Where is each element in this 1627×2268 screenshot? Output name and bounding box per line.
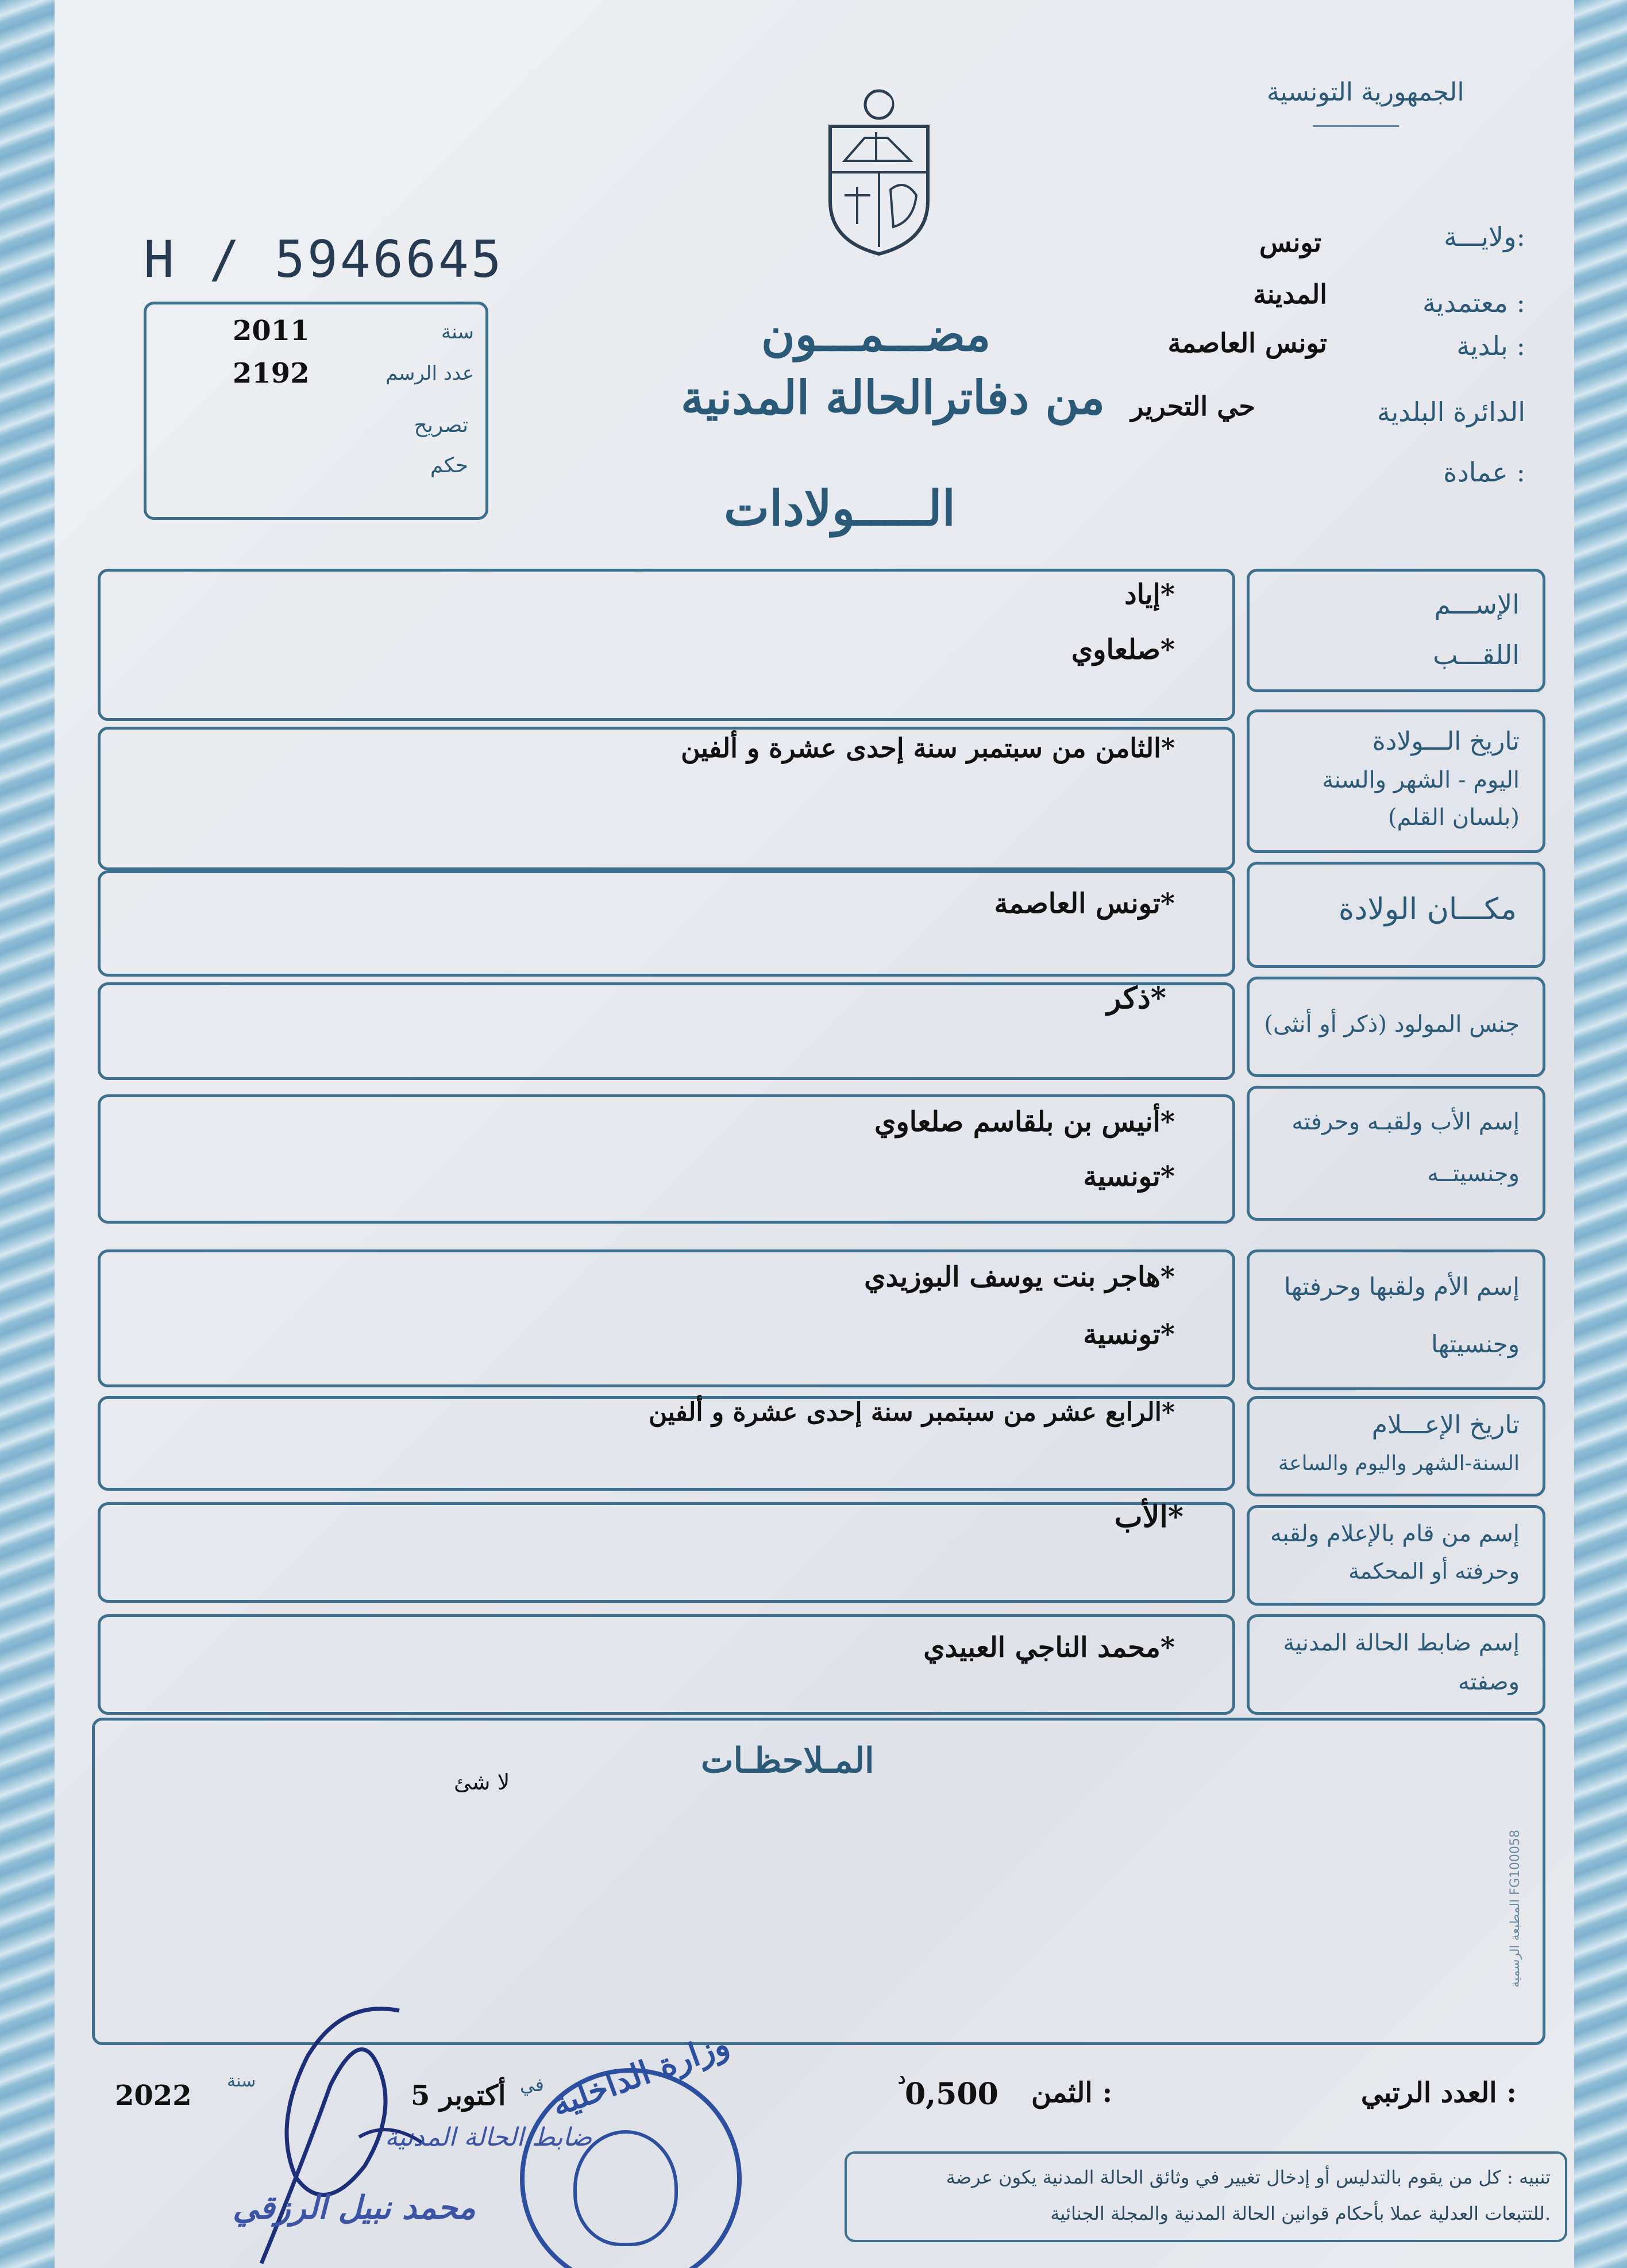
mother-label-box — [1247, 1249, 1545, 1390]
declarant-sublabel: وحرفته أو المحكمة — [1348, 1559, 1520, 1584]
father-nationality-value: تونسية* — [1083, 1160, 1175, 1193]
declarant-label: إسم من قام بالإعلام ولقبه — [1270, 1521, 1520, 1547]
declaration-date-sublabel: السنة-الشهر واليوم والساعة — [1278, 1452, 1520, 1475]
mootamadia-value: المدينة — [1253, 279, 1327, 310]
name-value-box — [98, 569, 1235, 721]
officer-sublabel: وصفته — [1458, 1669, 1520, 1695]
stamp-text: وزارة الداخلية — [546, 2024, 734, 2124]
name-label-box — [1247, 569, 1545, 692]
sex-value: ذكر* — [1106, 981, 1166, 1016]
officer-value: محمد الناجي العبيدي* — [923, 1631, 1175, 1664]
surname-label: اللقـــب — [1433, 639, 1520, 670]
omada-label: عمادة : — [1443, 457, 1525, 488]
registry-box — [144, 302, 488, 520]
birth-certificate-document — [55, 0, 1574, 2268]
date-prefix: في — [520, 2074, 544, 2096]
warning-line-2: للتتبعات العدلية عملا بأحكام قوانين الحالة المدنية والمجلة الجنائية. — [1050, 2203, 1551, 2224]
signature-title: ضابط الحالة المدنية — [385, 2123, 592, 2152]
price-value: 0,500 — [905, 2077, 998, 2112]
mother-value-box — [98, 1249, 1235, 1387]
officer-label: إسم ضابط الحالة المدنية — [1283, 1630, 1520, 1656]
declaration-date-label-box — [1247, 1396, 1545, 1496]
warning-line-1: تنبيه : كل من يقوم بالتدليس أو إدخال تغيير في وثائق الحالة المدنية يكون عرضة — [946, 2166, 1551, 2188]
year-label: سنة — [441, 321, 474, 344]
remarks-value: لا شئ — [454, 1769, 510, 1795]
baladia-label: بلدية : — [1456, 330, 1525, 361]
baladia-value: تونس العاصمة — [1167, 327, 1327, 358]
serial-number: H / 5946645 — [144, 230, 504, 289]
first-name-label: الإســـم — [1434, 589, 1520, 620]
price-unit: د — [898, 2068, 906, 2088]
birth-place-label: مكـــان الولادة — [1338, 892, 1517, 927]
father-name-value: أنيس بن بلقاسم صلعاوي* — [874, 1106, 1175, 1138]
father-label-box — [1247, 1086, 1545, 1221]
title-line-1: مضـــمـــون — [761, 307, 991, 361]
declarant-value: الأب* — [1114, 1499, 1183, 1534]
issue-date-value: 5 أكتوبر — [411, 2080, 506, 2112]
birth-date-in-words-label: (بلسان القلم) — [1388, 804, 1520, 831]
father-label: إسم الأب ولقبـه وحرفته — [1291, 1109, 1520, 1135]
birth-date-value: الثامن من سبتمبر سنة إحدى عشرة و ألفين* — [681, 732, 1175, 763]
issue-year-label: سنة — [227, 2071, 256, 2091]
mootamadia-label: معتمدية : — [1422, 287, 1525, 318]
title-line-3: الـــــولادات — [724, 480, 956, 537]
wilaya-value: تونس — [1259, 227, 1321, 258]
daira-label: الدائرة البلدية — [1377, 396, 1525, 427]
warning-box — [845, 2151, 1567, 2242]
coat-of-arms-emblem — [819, 86, 939, 259]
mother-label: إسم الأم ولقبها وحرفتها — [1284, 1272, 1520, 1301]
officer-value-box — [98, 1614, 1235, 1715]
serial-number-label: العدد الرتبي : — [1360, 2077, 1517, 2109]
first-name-value: إياد* — [1124, 578, 1175, 611]
mother-nationality-label: وجنسيتها — [1431, 1330, 1520, 1358]
declaration-label: تصريح — [414, 414, 468, 437]
declaration-date-label: تاريخ الإعـــلام — [1371, 1410, 1520, 1440]
officer-label-box — [1247, 1614, 1545, 1715]
ministry-stamp — [520, 2024, 742, 2268]
declarant-value-box — [98, 1499, 1235, 1603]
birth-place-value-box — [98, 870, 1235, 977]
remarks-title: المـلاحظـات — [701, 1741, 874, 1781]
sex-value-box — [98, 982, 1235, 1080]
daira-value: حي التحرير — [1131, 391, 1255, 422]
father-value-box — [98, 1094, 1235, 1224]
birth-date-label-box — [1247, 709, 1545, 853]
judgment-label: حكم — [430, 454, 468, 477]
declaration-date-value: الرابع عشر من سبتمبر سنة إحدى عشرة و ألفين* — [648, 1398, 1175, 1427]
issue-year-value: 2022 — [115, 2080, 192, 2112]
declaration-date-value-box — [98, 1396, 1235, 1491]
mother-nationality-value: تونسية* — [1083, 1318, 1175, 1351]
surname-value: صلعاوي* — [1071, 634, 1175, 666]
sex-label-box — [1247, 977, 1545, 1077]
printer-mark: المطبعة الرسمية FG100058 — [1508, 1830, 1522, 1988]
birth-place-label-box — [1247, 862, 1545, 968]
year-value: 2011 — [233, 315, 310, 347]
price-label: الثمن : — [1031, 2077, 1113, 2109]
birth-date-value-box — [98, 727, 1235, 870]
sex-label: جنس المولود (ذكر أو أنثى) — [1264, 1011, 1520, 1037]
record-number-label: عدد الرسم — [385, 362, 474, 385]
father-nationality-label: وجنسيتــه — [1427, 1160, 1520, 1187]
decorative-border-left — [0, 0, 55, 2268]
mother-name-value: هاجر بنت يوسف البوزيدي* — [864, 1261, 1175, 1293]
signature-name: محمد نبيل الرزقي — [233, 2189, 476, 2227]
republic-title: الجمهورية التونسية — [1267, 78, 1464, 107]
birth-date-label: تاريخ الـــولادة — [1372, 727, 1520, 756]
birth-place-value: تونس العاصمة* — [994, 888, 1175, 920]
republic-underline — [1313, 125, 1399, 127]
declarant-label-box — [1247, 1505, 1545, 1606]
decorative-border-right — [1574, 0, 1627, 2268]
record-number-value: 2192 — [233, 357, 310, 389]
title-line-2: من دفاترالحالة المدنية — [681, 371, 1105, 425]
wilaya-label: ولايـــة: — [1444, 221, 1525, 252]
birth-date-sublabel: اليوم - الشهر والسنة — [1322, 767, 1520, 793]
